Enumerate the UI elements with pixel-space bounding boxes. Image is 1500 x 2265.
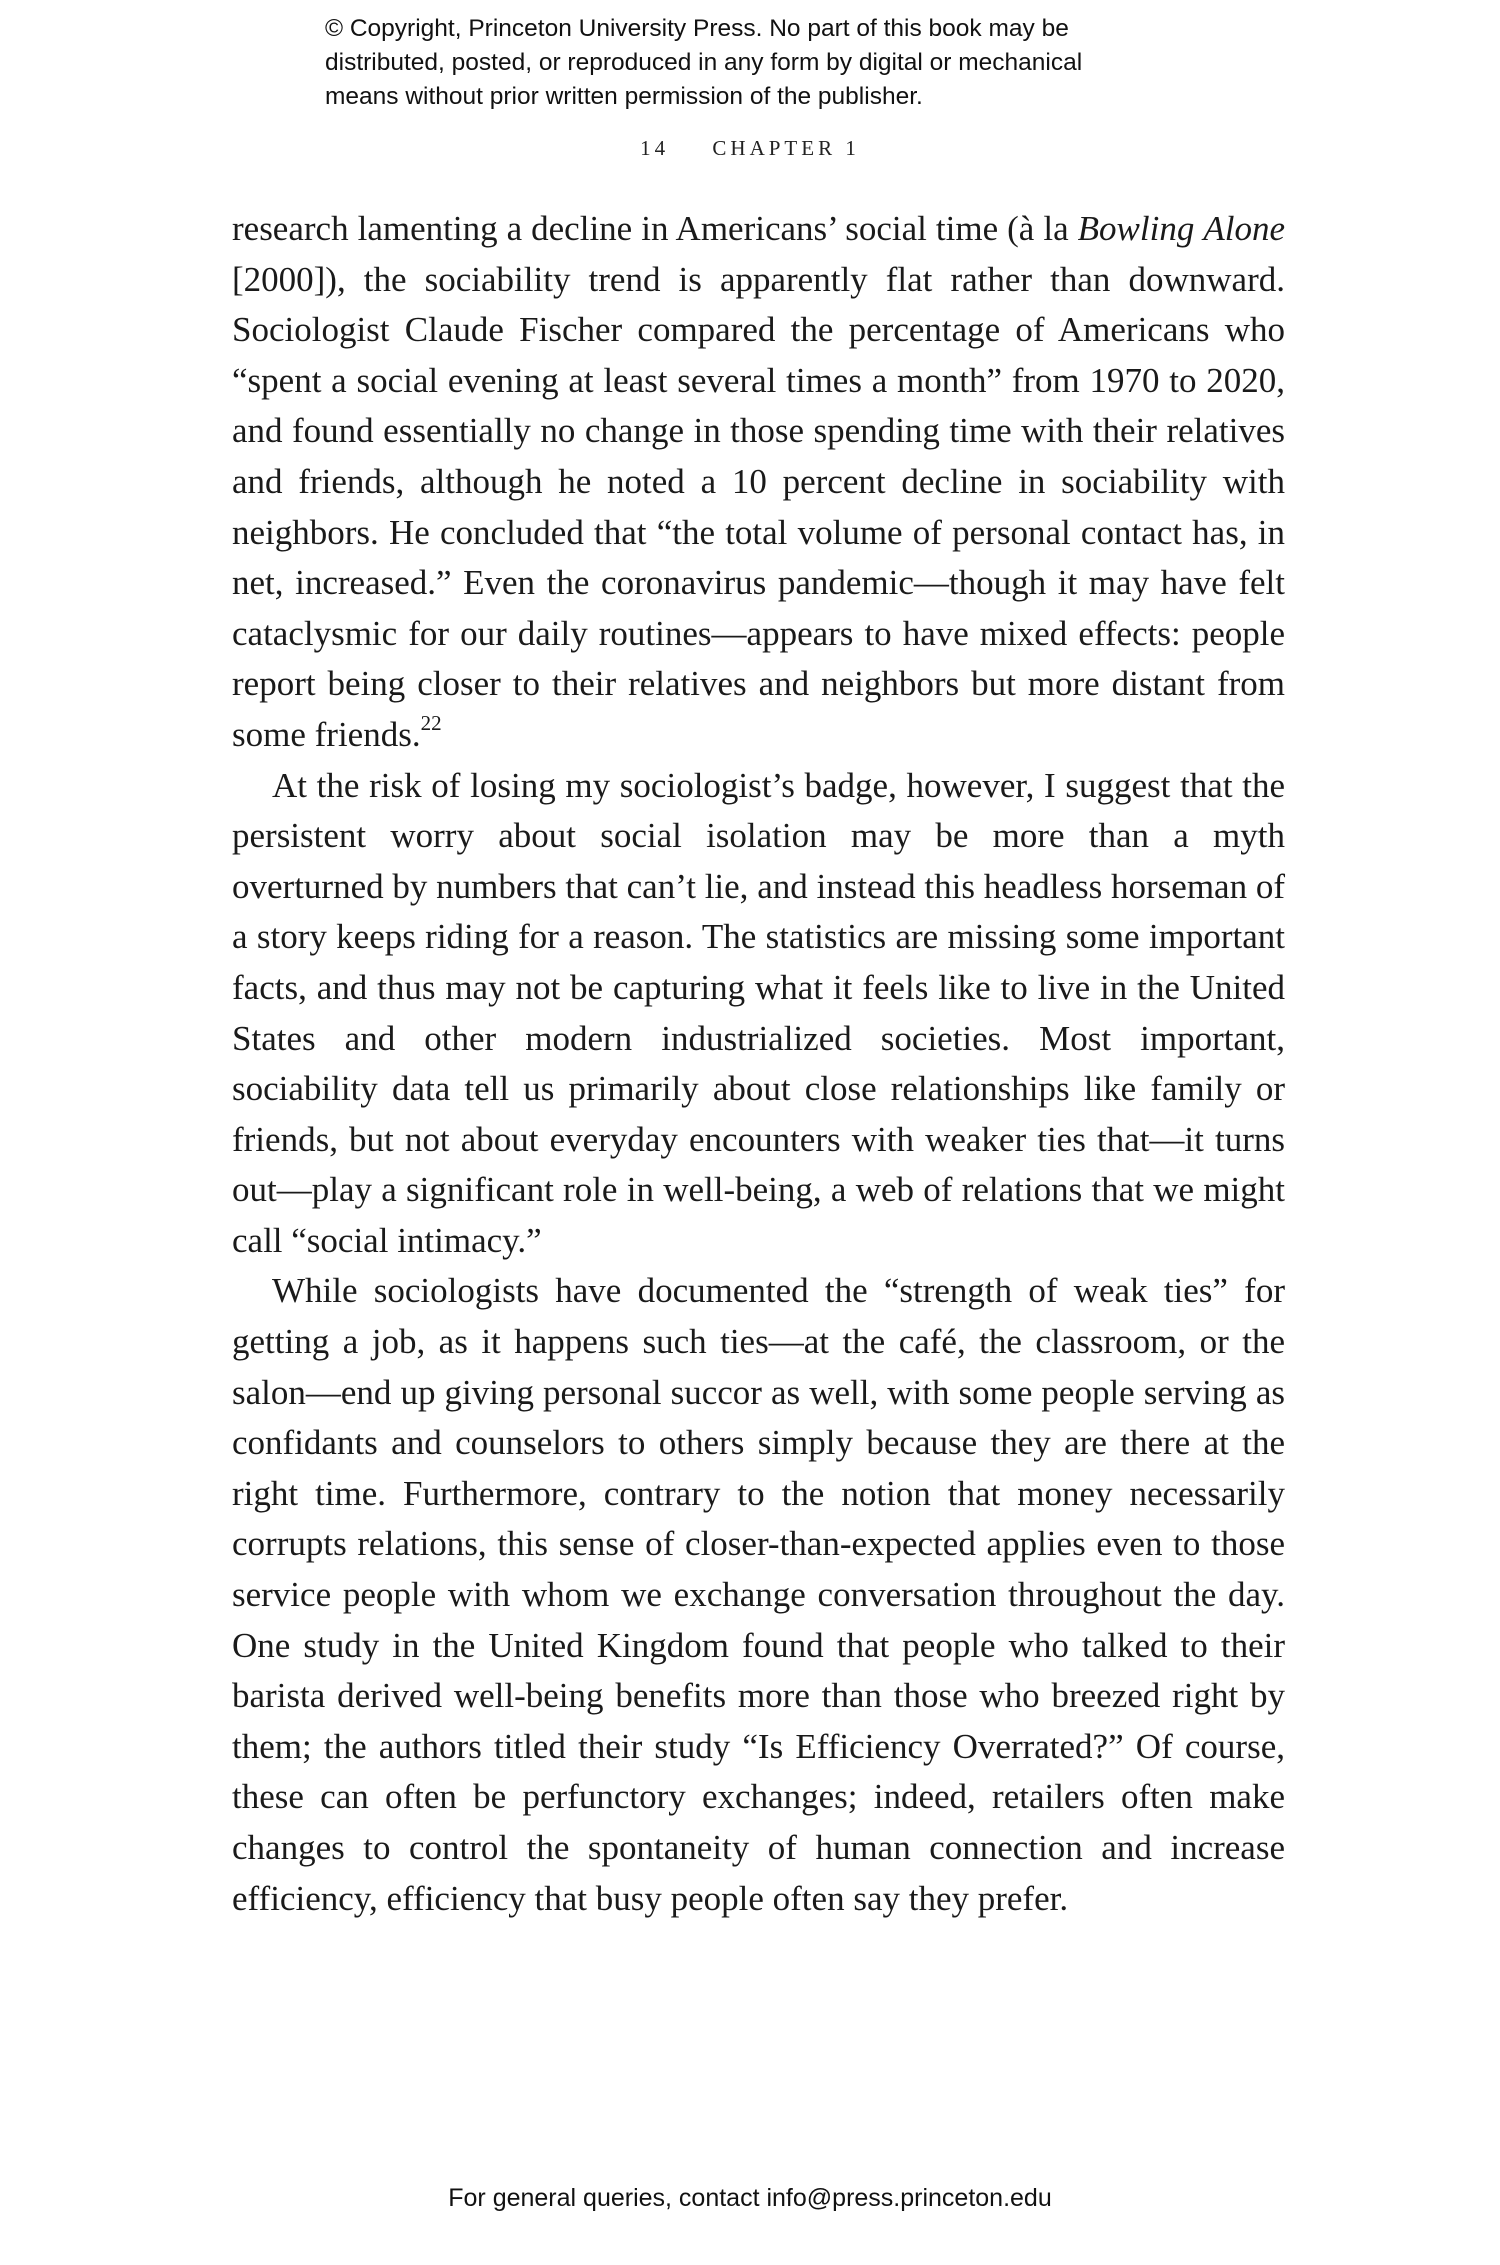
- chapter-label: CHAPTER 1: [712, 136, 860, 160]
- paragraph: At the risk of losing my sociologist’s badge, however, I suggest that the persistent worry about social isolation may be more than a myth overturned by numbers that can’t lie, and instead this headless horseman of a story keeps riding for a reason. The statistics are missing some important facts, and thus may not be capturing what it feels like to live in the United States and other modern industrialized societies. Most important, sociability data tell us primarily about close relationships like family or friends, but not about everyday encounters with weaker ties that—it turns out—play a significant role in well-being, a web of relations that we might call “social intimacy.”: [232, 765, 1285, 1260]
- copyright-line: means without prior written permission of the publisher.: [325, 83, 923, 110]
- paragraph: While sociologists have documented the “strength of weak ties” for getting a job, as it happens such ties—at the café, the classroom, or the salon—end up giving personal succor as well, with some people serving as confidants and counselors to others simply because they are there at the right time. Furthermore, contrary to the notion that money necessarily corrupts relations, this sense of closer-than-expected applies even to those service people with whom we exchange conversation throughout the day. One study in the United Kingdom found that people who talked to their barista derived well-being benefits more than those who breezed right by them; the authors titled their study “Is Efficiency Overrated?” Of course, these can often be perfunctory exchanges; indeed, retailers often make changes to control the spontaneity of human connection and increase efficiency, efficiency that busy people often say they prefer.: [232, 1271, 1285, 1918]
- book-title: Bowling: [1077, 209, 1195, 248]
- copyright-line: © Copyright, Princeton University Press. No part of this book may be: [325, 15, 1069, 42]
- footnote-ref[interactable]: 22: [420, 710, 442, 735]
- footer-contact: For general queries, contact info@press.princeton.edu: [448, 2184, 1052, 2212]
- copyright-notice: [325, 12, 1225, 114]
- paragraph-text: [2000]), the sociability trend is apparently flat rather than downward. Sociologist Claude Fischer compared the percentage of Americans who “spent a social evening at least several times a month” from 1970 to 2020, and found essentially no change in those spending time with their relatives and friends, although he noted a 10 percent decline in sociability with neighbors. He concluded that “the total volume of personal contact has, in net, increased.” Even the coronavirus pandemic—though it may have felt cataclysmic for our daily routines—appears to have mixed effects: people report being closer to their relatives and neighbors but more distant from some friends.: [232, 259, 1285, 754]
- copyright-line: distributed, posted, or reproduced in any form by digital or mechanical: [325, 49, 1083, 76]
- paragraph-lead: research lamenting a decline in Americans’ social time (à la: [232, 209, 1078, 248]
- page-number: 14: [640, 136, 670, 160]
- book-title: Alone: [1203, 209, 1286, 248]
- paragraph: [232, 204, 1285, 761]
- body-text: [232, 204, 1285, 1924]
- running-head: [0, 136, 1500, 161]
